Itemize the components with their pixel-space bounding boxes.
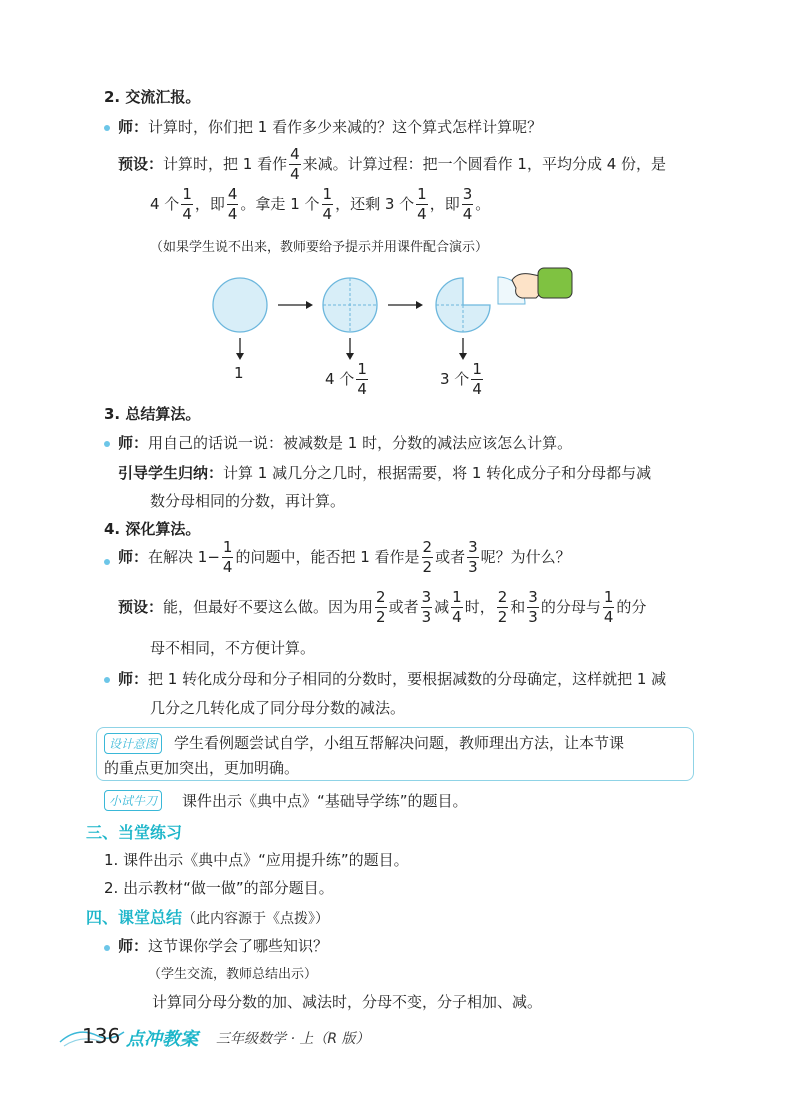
teacher-statement: 师：把 1 转化成分母和分子相同的分数时，要根据减数的分母确定，这样就把 1 减 xyxy=(118,670,667,688)
trial-tag: 小试牛刀 xyxy=(104,790,162,811)
summary-note: （学生交流，教师总结出示） xyxy=(148,967,318,982)
design-intent-tag: 设计意图 xyxy=(104,733,162,754)
bullet-icon xyxy=(104,125,110,131)
design-intent-text1: 学生看例题尝试自学，小组互帮解决问题，教师理出方法，让本节课 xyxy=(174,734,625,752)
bullet-icon xyxy=(104,945,110,951)
preset-answer-1: 预设：计算时，把 1 看作 $\frac{4}{4}$ 来减。计算过程：把一个圆看作 1，平均分成 4 份，是 xyxy=(118,145,667,183)
summary-heading-row: 四、课堂总结（此内容源于《点拨》） xyxy=(86,908,330,927)
brand-logo: 点冲教案 xyxy=(126,1029,198,1050)
section-2-heading: 2. 交流汇报。 xyxy=(104,88,201,106)
bullet-icon xyxy=(104,441,110,447)
teacher-question-3: 师：在解决 1− $\frac{1}{4}$ 的问题中，能否把 1 看作是 $\frac{2}{2}$ 或者 $\frac{3}{3}$ 呢？为什么？ xyxy=(118,538,571,576)
bullet-icon xyxy=(104,677,110,683)
book-title: 三年级数学 · 上（R 版） xyxy=(216,1031,370,1047)
teacher-question-2: 师：用自己的话说一说：被减数是 1 时，分数的减法应该怎么计算。 xyxy=(118,434,573,452)
hint-note: （如果学生说不出来，教师要给予提示并用课件配合演示） xyxy=(150,240,489,255)
hand-icon xyxy=(512,268,572,298)
guide-summary-line1: 引导学生归纳：计算 1 减几分之几时，根据需要，将 1 转化成分子和分母都与减 xyxy=(118,464,652,482)
figure-label-3-quarters: 3 个 $\frac{1}{4}$ xyxy=(440,360,482,398)
practice-heading: 三、当堂练习 xyxy=(86,823,183,842)
section-3-heading: 3. 总结算法。 xyxy=(104,405,201,423)
guide-summary-line2: 数分母相同的分数，再计算。 xyxy=(150,492,346,510)
bullet-icon xyxy=(104,559,110,565)
practice-item-1: 1. 课件出示《典中点》“应用提升练”的题目。 xyxy=(104,851,409,869)
circle-division-figure xyxy=(200,258,580,400)
preset-answer-1-line2: 4 个 $\frac{1}{4}$ ，即 $\frac{4}{4}$ 。拿走 1 个 $\frac{1}{4}$ ，还剩 3 个 $\frac{1}{4}$ ，即 $\frac{3}{4}$ 。 xyxy=(150,185,491,223)
teacher-question-1: 师：计算时，你们把 1 看作多少来减的？这个算式怎样计算呢？ xyxy=(118,118,543,136)
trial-text: 课件出示《典中点》“基础导学练”的题目。 xyxy=(182,792,468,810)
preset-answer-2-line2: 母不相同，不方便计算。 xyxy=(150,639,316,657)
fraction-4-4: $\frac{4}{4}$ xyxy=(290,145,300,183)
summary-conclusion: 计算同分母分数的加、减法时，分母不变，分子相加、减。 xyxy=(152,993,543,1011)
preset-answer-2: 预设：能，但最好不要这么做。因为用 $\frac{2}{2}$ 或者 $\frac{3}{3}$ 减 $\frac{1}{4}$ 时， $\frac{2}{2}$ 和 $\frac{3}{3}$ 的分母与 $\frac{1}{4}$ 的分 xyxy=(118,588,647,626)
whole-circle xyxy=(213,278,267,332)
section-4-heading: 4. 深化算法。 xyxy=(104,520,201,538)
figure-label-1: 1 xyxy=(234,364,244,382)
practice-item-2: 2. 出示教材“做一做”的部分题目。 xyxy=(104,879,334,897)
design-intent-text2: 的重点更加突出，更加明确。 xyxy=(104,759,300,777)
figure-label-4-quarters: 4 个 $\frac{1}{4}$ xyxy=(325,360,367,398)
page-number: 136 xyxy=(82,1024,121,1048)
teacher-statement-line2: 几分之几转化成了同分母分数的减法。 xyxy=(150,699,406,717)
teacher-question-4: 师：这节课你学会了哪些知识？ xyxy=(118,937,329,955)
